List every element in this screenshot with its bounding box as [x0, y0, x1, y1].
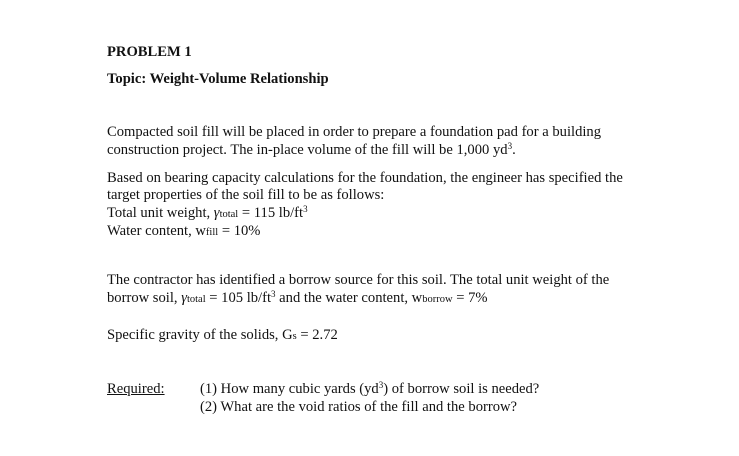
intro-line-2-end: .: [512, 142, 516, 158]
borrow-water-value: = 7%: [452, 290, 488, 306]
borrow-water-symbol: w: [411, 290, 423, 306]
borrow-unit-weight-subscript: total: [186, 294, 206, 305]
borrow-pre: borrow soil,: [107, 290, 182, 306]
specific-gravity-subscript: s: [292, 331, 297, 342]
fill-water-content: [107, 223, 260, 241]
fill-water-subscript: fill: [205, 227, 219, 238]
borrow-line-2: [107, 290, 488, 308]
fill-unit-weight-label: Total unit weight,: [107, 205, 214, 221]
specs-line-1: Based on bearing capacity calculations for the foundation, the engineer has specified the: [107, 170, 623, 186]
required-item-2: (2) What are the void ratios of the fill and the borrow?: [200, 399, 518, 415]
fill-unit-weight-subscript: total: [219, 209, 239, 220]
fill-water-value: = 10%: [218, 223, 261, 239]
fill-unit-weight-value: = 115 lb/ft: [238, 205, 304, 221]
required-item-1-end: ) of borrow soil is needed?: [383, 381, 540, 397]
required-label: Required:: [107, 381, 165, 397]
intro-line-2: [107, 142, 516, 159]
required-item-1: [200, 381, 539, 398]
borrow-unit-weight-exponent: 3: [271, 289, 276, 299]
borrow-water-subscript: borrow: [422, 294, 453, 305]
required-item-1-exponent: 3: [378, 380, 384, 390]
fill-water-symbol: w: [195, 223, 206, 239]
intro-exponent: 3: [507, 141, 513, 151]
required-item-1-text: (1) How many cubic yards (yd: [200, 381, 379, 397]
specific-gravity-value: = 2.72: [296, 327, 338, 343]
intro-line-2-text: construction project. The in-place volume of the fill will be 1,000 yd: [107, 142, 508, 158]
borrow-gamma-symbol: γ: [181, 290, 187, 306]
intro-line-1: Compacted soil fill will be placed in order to prepare a foundation pad for a building: [107, 124, 602, 140]
borrow-unit-weight-value: = 105 lb/ft: [205, 290, 272, 306]
fill-unit-weight: [107, 205, 308, 223]
specific-gravity-label: Specific gravity of the solids, G: [107, 327, 293, 343]
borrow-line-1: The contractor has identified a borrow source for this soil. The total unit weight of the: [107, 272, 610, 288]
fill-unit-weight-exponent: 3: [303, 204, 308, 214]
specs-line-2: target properties of the soil fill to be as follows:: [107, 187, 385, 203]
problem-heading: PROBLEM 1: [107, 44, 192, 60]
fill-water-label: Water content,: [107, 223, 196, 239]
problem-topic: Topic: Weight-Volume Relationship: [107, 71, 329, 87]
borrow-mid: and the water content,: [275, 290, 412, 306]
gamma-symbol: γ: [213, 205, 220, 221]
specific-gravity: [107, 327, 338, 345]
